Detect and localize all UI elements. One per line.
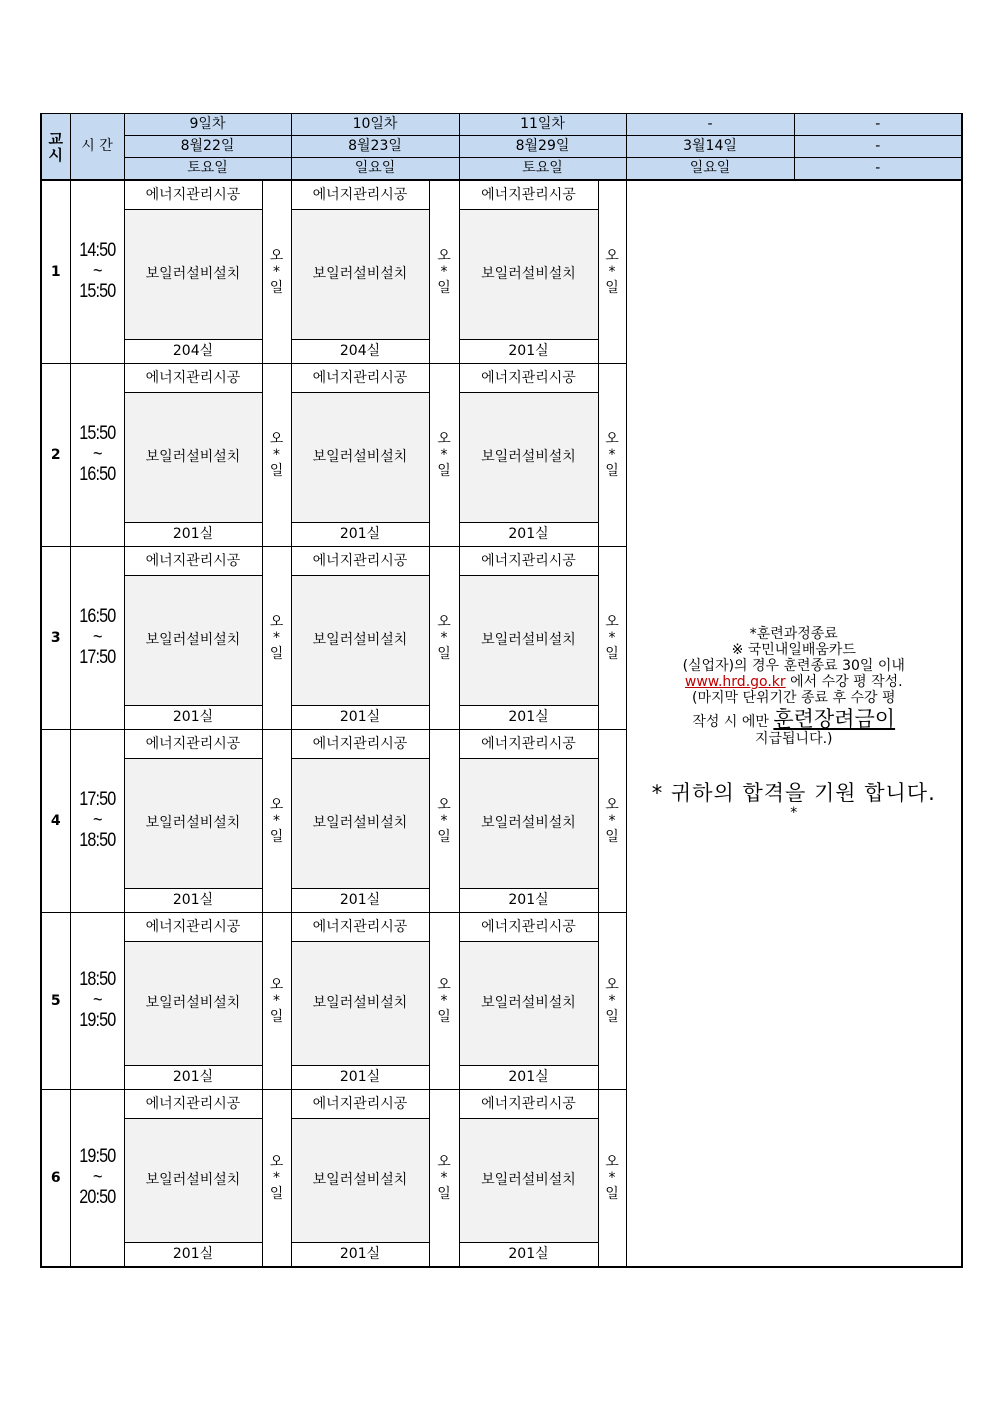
room-cell: 201실 [459, 889, 598, 913]
day-header-cell: 10일차 [291, 114, 459, 136]
period-number: 1 [41, 180, 70, 364]
subject-unit: 보일러설비설치 [291, 576, 429, 706]
room-cell: 201실 [124, 706, 262, 730]
day-header-cell: - [794, 114, 962, 136]
side-label: 오 * 일 [429, 730, 459, 913]
room-cell: 201실 [291, 1243, 429, 1268]
side-label: 오 * 일 [262, 1090, 291, 1268]
subject-course: 에너지관리시공 [124, 730, 262, 759]
period-row [41, 180, 962, 210]
side-label: 오 * 일 [598, 913, 626, 1090]
room-cell: 201실 [291, 523, 429, 547]
side-label: 오 * 일 [598, 364, 626, 547]
subject-unit: 보일러설비설치 [291, 210, 429, 340]
side-label: 오 * 일 [429, 547, 459, 730]
side-label: 오 * 일 [598, 180, 626, 364]
subject-course: 에너지관리시공 [291, 547, 429, 576]
header-row [41, 114, 962, 136]
subject-course: 에너지관리시공 [291, 730, 429, 759]
period-header: 교시 [41, 114, 70, 181]
room-cell: 201실 [459, 1066, 598, 1090]
room-cell: 201실 [291, 706, 429, 730]
subject-course: 에너지관리시공 [124, 547, 262, 576]
day-header-cell: 토요일 [459, 158, 626, 181]
wish-text: * [790, 804, 798, 821]
subject-course: 에너지관리시공 [459, 913, 598, 942]
period-number: 3 [41, 547, 70, 730]
time-header: 시 간 [70, 114, 124, 181]
note-text: 작성 시 에만 훈련장려금이 [692, 706, 896, 731]
day-header-cell: 8월29일 [459, 136, 626, 158]
note-card: ※ 국민내일배움카드 [731, 642, 856, 659]
subject-course: 에너지관리시공 [124, 1090, 262, 1119]
period-number: 2 [41, 364, 70, 547]
subject-course: 에너지관리시공 [459, 1090, 598, 1119]
subject-unit: 보일러설비설치 [124, 942, 262, 1066]
subject-unit: 보일러설비설치 [291, 759, 429, 889]
period-number: 5 [41, 913, 70, 1090]
day-header-cell: 8월22일 [124, 136, 291, 158]
room-cell: 201실 [459, 340, 598, 364]
room-cell: 201실 [291, 1066, 429, 1090]
subject-course: 에너지관리시공 [291, 1090, 429, 1119]
room-cell: 201실 [124, 1066, 262, 1090]
wish-text: * 귀하의 합격을 기원 합니다. [651, 780, 936, 805]
side-label: 오 * 일 [262, 180, 291, 364]
incentive-text: 훈련장려금이 [773, 706, 896, 731]
completion-note [626, 180, 962, 1267]
side-label: 오 * 일 [429, 180, 459, 364]
subject-unit: 보일러설비설치 [291, 942, 429, 1066]
room-cell: 201실 [459, 1243, 598, 1268]
period-time: 18:50 ~ 19:50 [70, 913, 124, 1090]
side-label: 오 * 일 [598, 547, 626, 730]
side-label: 오 * 일 [429, 364, 459, 547]
subject-unit: 보일러설비설치 [291, 393, 429, 523]
day-header-cell: 8월23일 [291, 136, 459, 158]
side-label: 오 * 일 [262, 547, 291, 730]
note-text: 지급됩니다.) [754, 730, 833, 747]
room-cell: 201실 [124, 889, 262, 913]
subject-unit: 보일러설비설치 [459, 759, 598, 889]
room-cell: 201실 [124, 523, 262, 547]
room-cell: 201실 [291, 889, 429, 913]
period-time: 17:50 ~ 18:50 [70, 730, 124, 913]
note-text: (마지막 단위기간 종료 후 수강 평 [691, 690, 896, 707]
side-label: 오 * 일 [262, 913, 291, 1090]
day-header-cell: - [626, 114, 794, 136]
period-time: 14:50 ~ 15:50 [70, 180, 124, 364]
side-label: 오 * 일 [598, 1090, 626, 1268]
subject-unit: 보일러설비설치 [459, 942, 598, 1066]
subject-course: 에너지관리시공 [291, 913, 429, 942]
room-cell: 201실 [124, 1243, 262, 1268]
subject-course: 에너지관리시공 [124, 180, 262, 210]
side-label: 오 * 일 [429, 1090, 459, 1268]
note-text: (실업자)의 경우 훈련종료 30일 이내 [682, 658, 905, 675]
subject-course: 에너지관리시공 [291, 364, 429, 393]
period-time: 16:50 ~ 17:50 [70, 547, 124, 730]
subject-unit: 보일러설비설치 [124, 210, 262, 340]
note-text: www.hrd.go.kr 에서 수강 평 작성. [684, 674, 903, 691]
period-number: 6 [41, 1090, 70, 1268]
subject-course: 에너지관리시공 [124, 913, 262, 942]
room-cell: 204실 [291, 340, 429, 364]
note-title: *훈련과정종료 [749, 626, 838, 643]
subject-unit: 보일러설비설치 [124, 393, 262, 523]
subject-course: 에너지관리시공 [459, 364, 598, 393]
day-header-cell: 9일차 [124, 114, 291, 136]
subject-unit: 보일러설비설치 [291, 1119, 429, 1243]
day-header-cell: - [794, 158, 962, 181]
header-row [41, 136, 962, 158]
schedule-table [40, 113, 963, 1268]
side-label: 오 * 일 [262, 730, 291, 913]
day-header-cell: 3월14일 [626, 136, 794, 158]
room-cell: 201실 [459, 523, 598, 547]
subject-course: 에너지관리시공 [124, 364, 262, 393]
subject-unit: 보일러설비설치 [459, 210, 598, 340]
day-header-cell: 11일차 [459, 114, 626, 136]
side-label: 오 * 일 [262, 364, 291, 547]
subject-course: 에너지관리시공 [459, 730, 598, 759]
period-time: 19:50 ~ 20:50 [70, 1090, 124, 1268]
side-label: 오 * 일 [598, 730, 626, 913]
hrd-link[interactable]: www.hrd.go.kr [684, 674, 786, 691]
header-row [41, 158, 962, 181]
day-header-cell: 일요일 [626, 158, 794, 181]
subject-course: 에너지관리시공 [459, 180, 598, 210]
subject-unit: 보일러설비설치 [459, 393, 598, 523]
subject-unit: 보일러설비설치 [459, 1119, 598, 1243]
day-header-cell: 토요일 [124, 158, 291, 181]
period-number: 4 [41, 730, 70, 913]
subject-unit: 보일러설비설치 [124, 576, 262, 706]
subject-course: 에너지관리시공 [459, 547, 598, 576]
day-header-cell: - [794, 136, 962, 158]
subject-course: 에너지관리시공 [291, 180, 429, 210]
side-label: 오 * 일 [429, 913, 459, 1090]
subject-unit: 보일러설비설치 [459, 576, 598, 706]
room-cell: 201실 [459, 706, 598, 730]
day-header-cell: 일요일 [291, 158, 459, 181]
subject-unit: 보일러설비설치 [124, 759, 262, 889]
subject-unit: 보일러설비설치 [124, 1119, 262, 1243]
room-cell: 204실 [124, 340, 262, 364]
period-time: 15:50 ~ 16:50 [70, 364, 124, 547]
